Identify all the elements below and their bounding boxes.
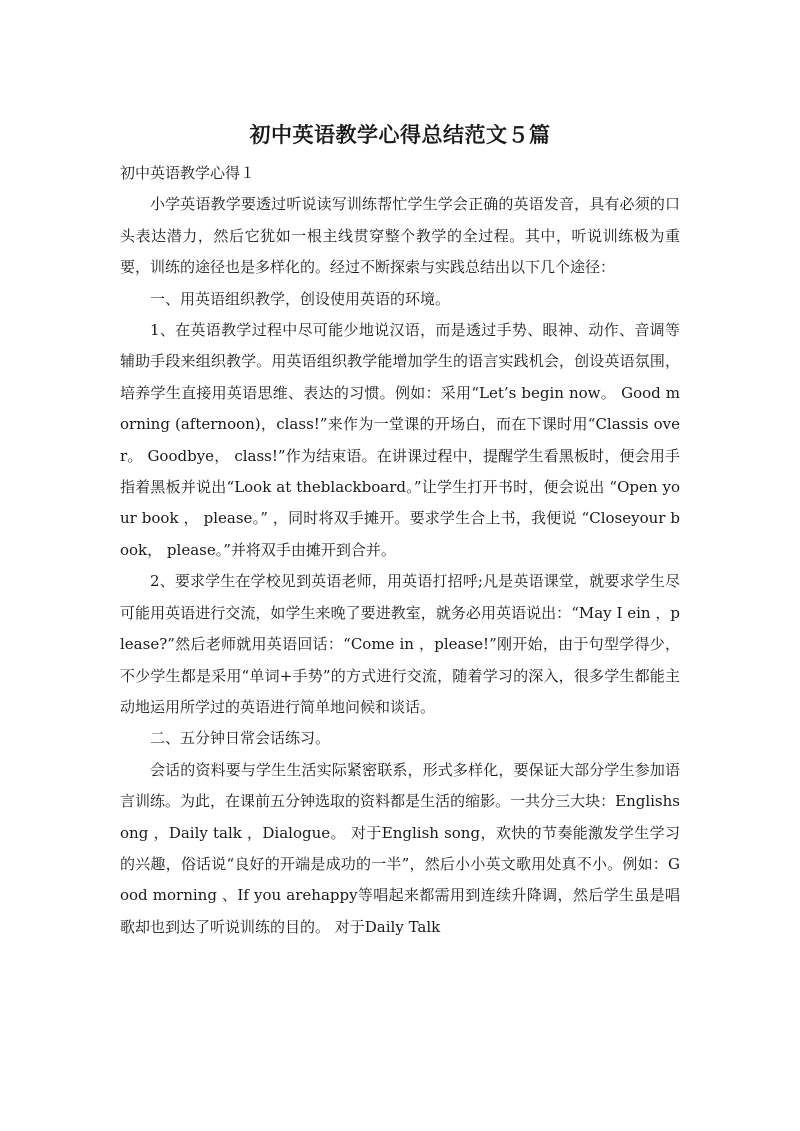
paragraph-intro: 小学英语教学要透过听说读写训练帮忙学生学会正确的英语发音，具有必须的口头表达潜力，然后它犹如一根主线贯穿整个教学的全过程。其中，听说训练极为重要，训练的途径也是多样化的。经过不断探索与实践总结出以下几个途径： — [120, 195, 680, 277]
subheading-one: 一、用英语组织教学，创设使用英语的环境。 — [150, 289, 451, 308]
paragraph-point-2: 2、要求学生在学校见到英语老师，用英语打招呼;凡是英语课堂，就要求学生尽可能用英语进行交流，如学生来晚了要进教室，就务必用英语说出：“May I ein ，please?”然后老师就用英语回话：“Come in ，please!”刚开始，由于句型学得少，不少学生都是采用“单词+手势”的方式进行交流，随着学习的深入，很多学生都能主动地运用所学过的英语进行简单地问候和谈话。 — [120, 572, 680, 716]
document-body — [120, 158, 680, 943]
section-heading: 初中英语教学心得１ — [120, 164, 256, 182]
document-title: 初中英语教学心得总结范文５篇 — [249, 123, 551, 147]
subheading-two: 二、五分钟日常会话练习。 — [150, 729, 331, 748]
paragraph-conversation: 会话的资料要与学生生活实际紧密联系，形式多样化，要保证大部分学生参加语言训练。为此，在课前五分钟选取的资料都是生活的缩影。一共分三大块：Englishsong ，Daily talk ，Dialogue。 对于English song，欢快的节奏能激发学生学习的兴趣，俗话说“良好的开端是成功的一半”，然后小小英文歌用处真不小。例如：Good morning 、If you arehappy等唱起来都需用到连续升降调，然后学生虽是唱歌却也到达了听说训练的目的。 对于Daily Talk — [120, 760, 680, 936]
paragraph-point-1: 1、在英语教学过程中尽可能少地说汉语，而是透过手势、眼神、动作、音调等辅助手段来组织教学。用英语组织教学能增加学生的语言实践机会，创设英语氛围，培养学生直接用英语思维、表达的习惯。例如：采用“Let’s begin now。 Good morning (afternoon)，class!”来作为一堂课的开场白，而在下课时用“Classis over。 Goodbye， class!”作为结束语。在讲课过程中，提醒学生看黑板时，便会用手指着黑板并说出“Look at theblackboard。”让学生打开书时，便会说出 “Open your book ， please。” ，同时将双手摊开。要求学生合上书，我便说 “Closeyour book， please。”并将双手由摊开到合并。 — [120, 321, 680, 559]
